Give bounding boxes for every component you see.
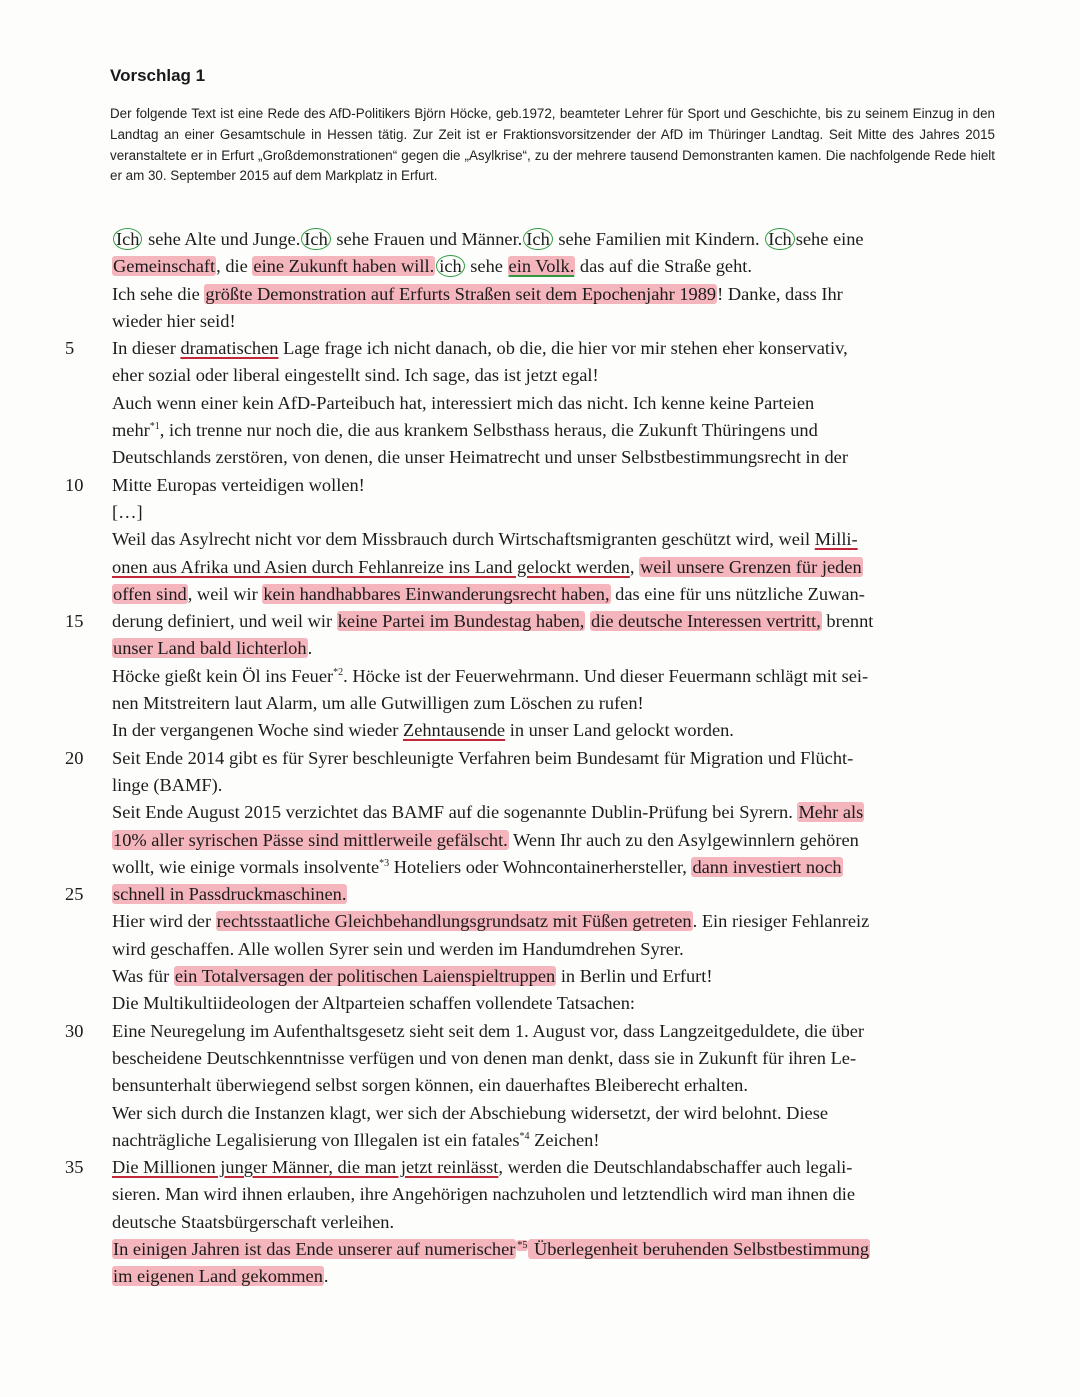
- text-segment: Lage frage ich nicht danach, ob die, die hier vor mir stehen eher konservativ,: [278, 338, 848, 359]
- text-segment: Hoteliers oder Wohncontainerhersteller,: [389, 856, 692, 877]
- text-segment: sieren. Man wird ihnen erlauben, ihre Angehörigen nachzuholen und letztendlich wird man ihnen die: [112, 1184, 856, 1205]
- text-line: [112, 526, 982, 553]
- text-line: [112, 444, 982, 471]
- underlined-text: dramatischen: [180, 338, 279, 359]
- text-segment: sehe: [465, 256, 508, 277]
- text-segment: deutsche Staatsbürgerschaft verleihen.: [112, 1211, 395, 1232]
- circled-word: Ich: [301, 228, 330, 250]
- text-segment: derung definiert, und weil wir: [112, 611, 337, 632]
- text-segment: . Ein riesiger Fehlanreiz: [692, 911, 870, 932]
- line-number: 30: [65, 1020, 84, 1041]
- text-line: [65, 335, 982, 362]
- text-segment: sehe Alte und Junge.: [143, 229, 301, 249]
- text-segment: Deutschlands zerstören, von denen, die unser Heimatrecht und unser Selbstbestimmungsrecht in der: [112, 447, 848, 468]
- text-line: [112, 854, 982, 881]
- underlined-text: onen aus Afrika und Asien durch Fehlanreize ins Land gelockt werden: [112, 556, 630, 577]
- highlighted-text: ein Totalversagen der politischen Laienspieltruppen: [174, 966, 556, 987]
- text-segment: .: [307, 638, 313, 659]
- text-line: [65, 472, 982, 499]
- footnote-marker: *2: [333, 666, 344, 678]
- footnote-marker: *1: [149, 420, 160, 432]
- text-segment: , werden die Deutschlandabschaffer auch legali-: [498, 1157, 853, 1178]
- text-line: [112, 554, 982, 581]
- text-segment: , die: [216, 256, 253, 277]
- text-line: [112, 1209, 982, 1236]
- text-line: [112, 663, 982, 690]
- text-segment: Eine Neuregelung im Aufenthaltsgesetz sieht seit dem 1. August vor, dass Langzeitgeduldete, die über: [112, 1020, 865, 1041]
- proposal-heading: Vorschlag 1: [110, 66, 206, 85]
- text-segment: Seit Ende 2014 gibt es für Syrer beschleunigte Verfahren beim Bundesamt für Migration und Flücht-: [112, 747, 854, 768]
- text-line: [112, 772, 982, 799]
- text-segment: sehe Familien mit Kindern.: [553, 229, 765, 249]
- text-segment: , ich trenne nur noch die, die aus krankem Selbsthass heraus, die Zukunft Thüringens und: [159, 420, 818, 441]
- text-line: [65, 1018, 982, 1045]
- text-segment: Wenn Ihr auch zu den Asylgewinnlern gehören: [508, 829, 859, 850]
- highlighted-text: größte Demonstration auf Erfurts Straßen seit dem Epochenjahr 1989: [205, 283, 717, 304]
- highlighted-text: In einigen Jahren ist das Ende unserer auf numerischer: [113, 1238, 516, 1259]
- text-segment: in unser Land gelockt worden.: [505, 720, 734, 741]
- line-number: 10: [65, 474, 84, 495]
- text-segment: wird geschaffen. Alle wollen Syrer sein und werden im Handumdrehen Syrer.: [112, 938, 684, 959]
- text-segment: Wer sich durch die Instanzen klagt, wer sich der Abschiebung widersetzt, der wird belohnt. Diese: [112, 1102, 829, 1123]
- text-segment: linge (BAMF).: [112, 774, 223, 795]
- text-line: [65, 881, 982, 908]
- footnote-marker: *3: [379, 857, 390, 869]
- line-number: 15: [65, 611, 84, 632]
- highlighted-text: kein handhabbares Einwanderungsrecht haben,: [263, 583, 610, 604]
- text-line: [65, 745, 982, 772]
- circled-word: Ich: [523, 228, 552, 250]
- highlighted-text: Überlegenheit beruhenden Selbstbestimmung: [529, 1238, 870, 1259]
- text-segment: eher sozial oder liberal eingestellt sind. Ich sage, das ist jetzt egal!: [112, 365, 599, 386]
- intro-paragraph: Der folgende Text ist eine Rede des AfD-Politikers Björn Höcke, geb.1972, beamteter Lehrer für Sport und Geschichte, bis zu seinem Einzug in den Landtag an einer Gesamtschule in Hessen tätig. Zur Zeit ist er Fraktionsvorsitzender der AfD im Thüringer Landtag. Seit Mitte des Jahres 2015 veranstaltete er in Erfurt „Großdemonstrationen“ gegen die „Asylkrise“, zu der mehrere tausend Demonstranten kamen. Die nachfolgende Rede hielt er am 30. September 2015 auf dem Markplatz in Erfurt.: [110, 106, 995, 184]
- text-segment: sehe Frauen und Männer.: [331, 229, 523, 249]
- text-segment: Die Multikultiideologen der Altparteien schaffen vollendete Tatsachen:: [112, 993, 636, 1014]
- text-segment: Auch wenn einer kein AfD-Parteibuch hat, interessiert mich das nicht. Ich kenne keine Parteien: [112, 392, 815, 413]
- highlighted-text: dann investiert noch: [692, 856, 842, 877]
- highlighted-text: offen sind: [113, 583, 187, 604]
- footnote-marker: *4: [519, 1130, 530, 1142]
- text-segment: nachträgliche Legalisierung von Illegalen ist ein fatales: [112, 1129, 520, 1150]
- text-line: [112, 799, 982, 826]
- text-line: [112, 1236, 982, 1263]
- text-line: [112, 1072, 982, 1099]
- speech-text: [65, 226, 982, 1291]
- text-line: [112, 581, 982, 608]
- text-line: [65, 1154, 982, 1181]
- line-number: 5: [65, 338, 75, 359]
- text-segment: das eine für uns nützliche Zuwan-: [610, 583, 865, 604]
- text-segment: .: [323, 1266, 329, 1287]
- underlined-text: Zehntausende: [402, 720, 506, 741]
- text-line: [112, 908, 982, 935]
- circled-word: Ich: [765, 228, 794, 250]
- line-number: 35: [65, 1157, 84, 1178]
- text-line: [112, 362, 982, 389]
- text-line: [112, 963, 982, 990]
- text-segment: bescheidene Deutschkenntnisse verfügen und von denen man denkt, dass sie in Zukunft für ihren Le-: [112, 1047, 857, 1068]
- text-segment: , weil wir: [187, 583, 263, 604]
- text-segment: Mitte Europas verteidigen wollen!: [112, 474, 365, 495]
- text-segment: wollt, wie einige vormals insolvente: [112, 856, 380, 877]
- text-segment: Was für: [112, 966, 174, 987]
- text-segment: In dieser: [112, 338, 181, 359]
- text-line: [112, 417, 982, 444]
- highlighted-text: rechtsstaatliche Gleichbehandlungsgrundsatz mit Füßen getreten: [216, 911, 692, 932]
- text-segment: Höcke gießt kein Öl ins Feuer: [112, 665, 334, 686]
- highlighted-text: ein Volk.: [508, 256, 575, 277]
- text-segment: wieder hier seid!: [112, 310, 236, 331]
- underlined-text: Die Millionen junger Männer, die man jetzt reinlässt: [112, 1157, 499, 1178]
- highlighted-text: die deutsche Interessen vertritt,: [591, 611, 821, 632]
- text-segment: . Höcke ist der Feuerwehrmann. Und dieser Feuermann schlägt mit sei-: [343, 665, 869, 686]
- text-segment: Seit Ende August 2015 verzichtet das BAMF auf die sogenannte Dublin-Prüfung bei Syrern.: [112, 802, 798, 823]
- text-segment: Weil das Asylrecht nicht vor dem Missbrauch durch Wirtschaftsmigranten geschützt wird, weil: [112, 529, 815, 550]
- text-line: [112, 281, 982, 308]
- line-number: 25: [65, 884, 84, 905]
- text-segment: Ich sehe die: [112, 283, 205, 304]
- text-line: [112, 499, 982, 526]
- circled-word: ich: [436, 255, 464, 277]
- text-segment: in Berlin und Erfurt!: [556, 966, 713, 987]
- text-line: [112, 990, 982, 1017]
- highlighted-text: keine Partei im Bundestag haben,: [337, 611, 585, 632]
- text-segment: sehe eine: [795, 229, 864, 249]
- highlighted-text: Mehr als: [798, 802, 864, 823]
- footnote-marker: *5: [517, 1239, 528, 1251]
- text-segment: In der vergangenen Woche sind wieder: [112, 720, 403, 741]
- highlighted-text: im eigenen Land gekommen: [113, 1266, 323, 1287]
- text-line: [112, 936, 982, 963]
- circled-word: Ich: [113, 228, 142, 250]
- highlighted-text: schnell in Passdruckmaschinen.: [113, 884, 347, 905]
- text-line: [112, 1100, 982, 1127]
- underlined-text: Milli-: [814, 529, 858, 550]
- text-line: [112, 226, 982, 253]
- text-segment: ! Danke, dass Ihr: [717, 283, 843, 304]
- highlighted-text: eine Zukunft haben will.: [253, 256, 435, 277]
- text-line: [112, 635, 982, 662]
- highlighted-text: Gemeinschaft: [113, 256, 216, 277]
- text-segment: nen Mitstreitern laut Alarm, um alle Gutwilligen zum Löschen zu rufen!: [112, 693, 644, 714]
- text-segment: Zeichen!: [529, 1129, 600, 1150]
- line-number: 20: [65, 747, 84, 768]
- text-segment: Hier wird der: [112, 911, 216, 932]
- text-segment: ,: [629, 556, 640, 577]
- text-line: [65, 608, 982, 635]
- text-segment: das auf die Straße geht.: [575, 256, 752, 277]
- text-line: [112, 1181, 982, 1208]
- text-line: [112, 308, 982, 335]
- text-segment: mehr: [112, 420, 150, 441]
- text-line: [112, 390, 982, 417]
- highlighted-text: unser Land bald lichterloh: [113, 638, 307, 659]
- text-line: [112, 1045, 982, 1072]
- text-segment: brennt: [821, 611, 874, 632]
- text-line: [112, 827, 982, 854]
- highlighted-text: weil unsere Grenzen für jeden: [640, 556, 862, 577]
- text-segment: […]: [112, 501, 143, 522]
- text-line: [112, 1127, 982, 1154]
- text-line: [112, 1263, 982, 1290]
- text-line: [112, 690, 982, 717]
- text-line: [112, 253, 982, 280]
- text-segment: bensunterhalt überwiegend selbst sorgen können, ein dauerhaftes Bleiberecht erhalten.: [112, 1075, 748, 1096]
- text-line: [112, 717, 982, 744]
- highlighted-text: 10% aller syrischen Pässe sind mittlerweile gefälscht.: [113, 829, 508, 850]
